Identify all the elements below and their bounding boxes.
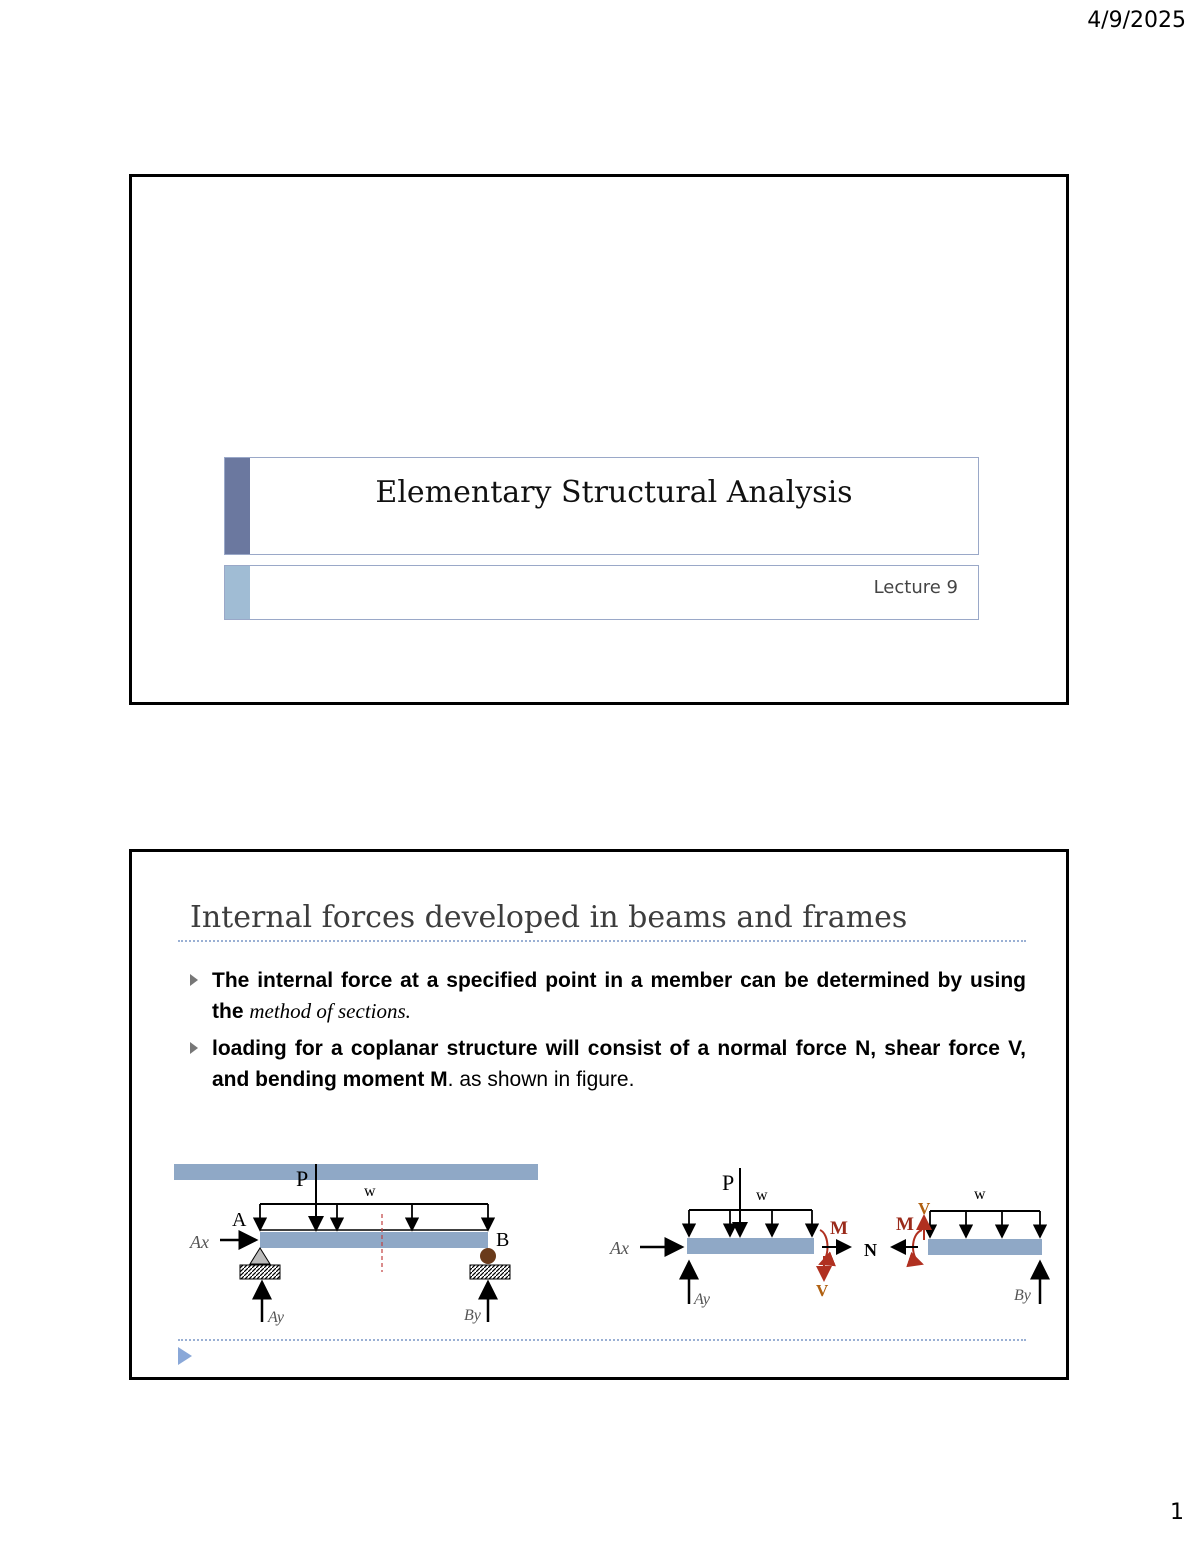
- footer-divider: [178, 1339, 1026, 1341]
- bullet-italic: method of sections.: [249, 999, 411, 1023]
- bullet-text: The internal force at a specified point in a member can be determined by using the: [212, 969, 1026, 1023]
- label-w: w: [756, 1187, 768, 1204]
- label-m: M: [830, 1218, 848, 1239]
- bullet-text: , and bending moment: [212, 1037, 1026, 1091]
- label-ay: Ay: [694, 1291, 710, 1308]
- label-ax: Ax: [610, 1238, 629, 1258]
- slide-title: Internal forces developed in beams and frames: [190, 900, 908, 935]
- symbol-m: M: [430, 1068, 448, 1091]
- label-w: w: [974, 1186, 986, 1203]
- symbol-n: N: [855, 1037, 871, 1060]
- title-accent-bar: [225, 458, 250, 554]
- symbol-v: V: [1008, 1037, 1021, 1060]
- slide-2: [129, 849, 1069, 1380]
- label-by: By: [464, 1307, 481, 1324]
- label-p: P: [722, 1170, 735, 1195]
- pin-support: [250, 1248, 270, 1264]
- label-v: V: [816, 1281, 829, 1300]
- beam-diagram: [132, 852, 1066, 1377]
- bullet-text: loading for a coplanar structure will consist of a normal force: [212, 1037, 856, 1060]
- label-m: M: [896, 1214, 914, 1235]
- beam-left-segment: [687, 1238, 814, 1254]
- beam: [260, 1232, 488, 1248]
- label-w: w: [364, 1183, 376, 1200]
- slide-title: Elementary Structural Analysis: [375, 475, 853, 510]
- label-n: N: [864, 1240, 877, 1260]
- bullet-text: , shear force: [870, 1037, 1009, 1060]
- top-band: [174, 1164, 538, 1180]
- page-number: 1: [1170, 1500, 1184, 1525]
- label-ax: Ax: [190, 1232, 209, 1252]
- subtitle-accent-bar: [225, 566, 250, 619]
- bullet-text: . as shown in figure.: [447, 1068, 635, 1091]
- label-b: B: [496, 1229, 510, 1251]
- subtitle-box: [224, 565, 979, 620]
- beam-right-segment: [928, 1239, 1042, 1255]
- slide-1: [129, 174, 1069, 705]
- label-p: P: [296, 1166, 309, 1191]
- print-date: 4/9/2025: [1087, 8, 1186, 33]
- roller-support: [480, 1248, 496, 1264]
- label-v: V: [918, 1199, 931, 1218]
- label-by: By: [1014, 1287, 1031, 1304]
- label-ay: Ay: [268, 1309, 284, 1326]
- label-a: A: [232, 1209, 247, 1231]
- play-icon: [178, 1347, 192, 1365]
- title-box: [224, 457, 979, 555]
- slide-subtitle: Lecture 9: [873, 577, 958, 598]
